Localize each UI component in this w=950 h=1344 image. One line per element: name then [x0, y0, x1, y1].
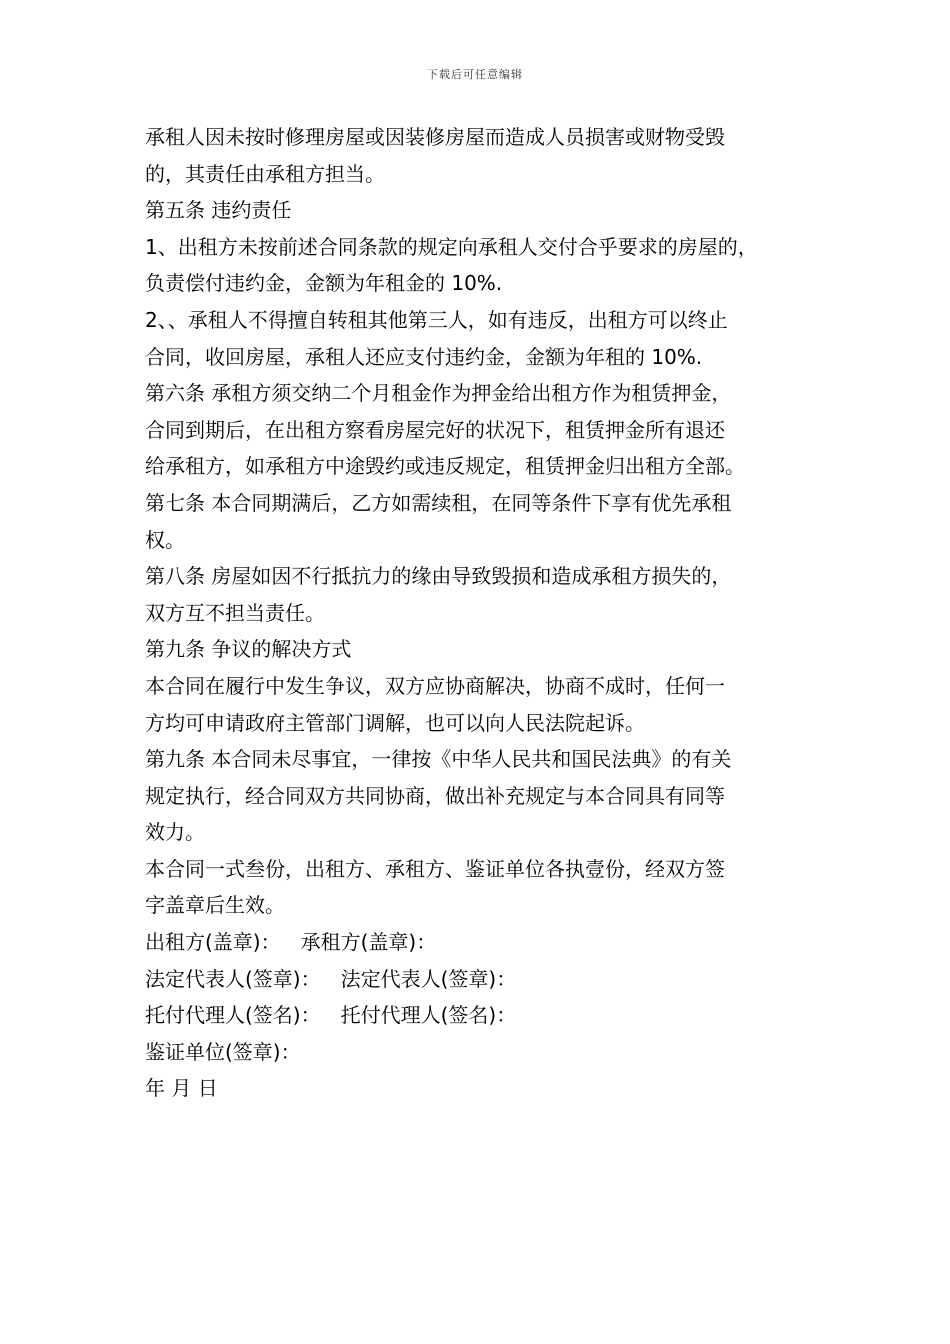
paragraph-line: 负责偿付违约金，金额为年租金的 10%. [145, 271, 503, 296]
lessee-legal-rep-label: 法定代表人(签章)： [340, 966, 517, 991]
paragraph-line: 第九条 本合同未尽事宜，一律按《中华人民共和国民法典》的有关 [145, 747, 732, 772]
paragraph-line: 第七条 本合同期满后，乙方如需续租，在同等条件下享有优先承租 [145, 490, 732, 515]
lessee-agent-label: 托付代理人(签名)： [340, 1003, 517, 1028]
paragraph-line: 合同到期后，在出租方察看房屋完好的状况下，租赁押金所有退还 [145, 417, 725, 442]
section-heading: 第九条 争议的解决方式 [145, 637, 352, 662]
paragraph-line: 承租人因未按时修理房屋或因装修房屋而造成人员损害或财物受毁 [145, 125, 725, 149]
paragraph-line: 第六条 承租方须交纳二个月租金作为押金给出租方作为租赁押金， [145, 381, 732, 406]
paragraph-line: 效力。 [145, 820, 205, 845]
paragraph-line: 合同，收回房屋，承租人还应支付违约金，金额为年租的 10%. [145, 344, 703, 369]
signature-row-legal-rep [145, 961, 825, 998]
signature-row-lessor-lessee [145, 924, 825, 961]
lessor-legal-rep-label: 法定代表人(签章)： [145, 966, 321, 991]
paragraph-line: 本合同在履行中发生争议，双方应协商解决，协商不成时，任何一 [145, 673, 725, 698]
lessor-agent-label: 托付代理人(签名)： [145, 1003, 321, 1028]
verifier-seal-label: 鉴证单位(签章)： [145, 1039, 301, 1064]
section-heading: 第五条 违约责任 [145, 198, 292, 223]
paragraph-line: 的，其责任由承租方担当。 [145, 161, 385, 186]
paragraph-line: 双方互不担当责任。 [145, 600, 325, 625]
paragraph-line: 方均可申请政府主管部门调解，也可以向人民法院起诉。 [145, 710, 645, 735]
paragraph-line: 第八条 房屋如因不行抵抗力的缘由导致毁损和造成承租方损失的， [145, 564, 732, 589]
signature-row-agent [145, 997, 825, 1034]
page-header: 下载后可任意编辑 [427, 68, 523, 81]
paragraph-line: 字盖章后生效。 [145, 893, 285, 918]
paragraph-line: 2、、承租人不得擅自转租其他第三人，如有违反，出租方可以终止 [145, 307, 728, 332]
paragraph-line: 权。 [145, 527, 185, 552]
lessor-seal-label: 出租方(盖章)： [145, 930, 281, 955]
paragraph-line: 1、出租方未按前述合同条款的规定向承租人交付合乎要求的房屋的， [145, 234, 758, 259]
document-body [145, 119, 825, 1107]
paragraph-line: 规定执行，经合同双方共同协商，做出补充规定与本合同具有同等 [145, 783, 725, 808]
paragraph-line: 本合同一式叁份，出租方、承租方、鉴证单位各执壹份，经双方签 [145, 856, 725, 881]
signature-row-verifier [145, 1034, 825, 1071]
signing-date: 年 月 日 [145, 1076, 218, 1101]
lessee-seal-label: 承租方(盖章)： [300, 930, 437, 955]
paragraph-line: 给承租方，如承租方中途毁约或违反规定，租赁押金归出租方全部。 [145, 454, 745, 479]
